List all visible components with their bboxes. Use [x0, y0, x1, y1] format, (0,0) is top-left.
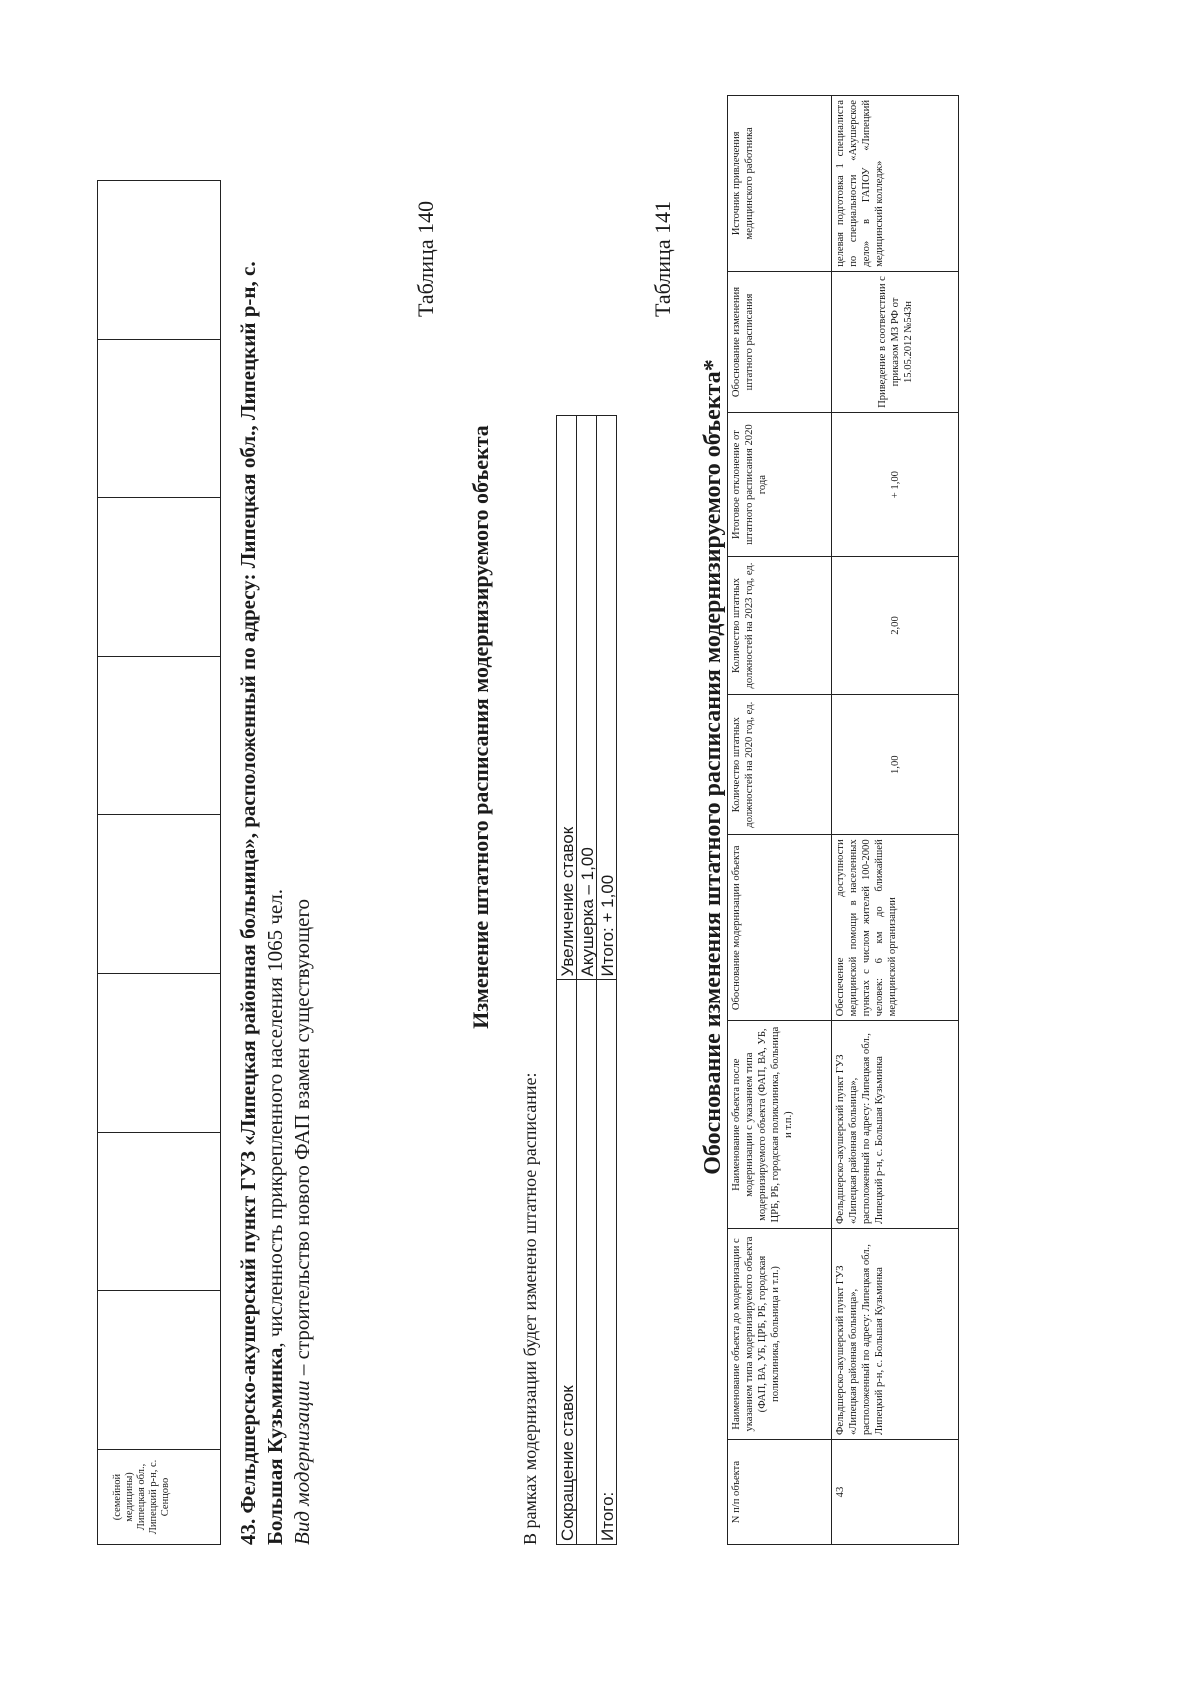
- reduction-item: [577, 980, 597, 1545]
- staffing-change-table: [556, 415, 617, 1545]
- header-before: Наименование объекта до модернизации с указанием типа модернизируемого объекта (ФАП, ВА, УБ, ЦРБ, РБ, городская поликлиника, больница и т.п.): [728, 1228, 832, 1439]
- increase-header: Увеличение ставок: [557, 416, 577, 981]
- modernization-type-label: Вид модернизации: [290, 1380, 314, 1545]
- continuation-cell: [98, 1291, 221, 1450]
- cell-after: Фельдшерско-акушерский пункт ГУЗ «Липецкая районная больница», расположенный по адресу: Липецкая обл., Липецкий р-н, с. Большая Кузьминка: [832, 1021, 959, 1229]
- heading-regular-text: , численность прикрепленного населения 1065 чел.: [263, 889, 287, 1348]
- table-140-intro: В рамках модернизации будет изменено штатное расписание:: [520, 1072, 540, 1545]
- continuation-cell: [98, 656, 221, 815]
- header-source: Источник привлечения медицинского работника: [728, 96, 832, 272]
- cell-reason: Обеспечение доступности медицинской помощи в населенных пунктах с числом жителей 100-2000 человек: 6 км до ближайшей медицинской организации: [832, 835, 959, 1021]
- header-staff-reason: Обоснование изменения штатного расписания: [728, 271, 832, 412]
- cell-before: Фельдшерско-акушерский пункт ГУЗ «Липецкая районная больница», расположенный по адресу: Липецкая обл., Липецкий р-н, с. Большая Кузьминка: [832, 1228, 959, 1439]
- header-deviation: Итоговое отклонение от штатного расписания 2020 года: [728, 413, 832, 557]
- justification-table: [727, 95, 959, 1545]
- header-num: N п/п объекта: [728, 1440, 832, 1545]
- table-141-title: Обоснование изменения штатного расписания модернизируемого объекта*: [700, 359, 726, 1175]
- cell-num: 43: [832, 1440, 959, 1545]
- continuation-cell: [98, 339, 221, 498]
- cell-count-2020: 1,00: [832, 695, 959, 835]
- modernization-type-text: – строительство нового ФАП взамен существующего: [290, 898, 314, 1381]
- continuation-cell: [98, 815, 221, 974]
- header-count-2023: Количество штатных должностей на 2023 год, ед.: [728, 557, 832, 695]
- table-141-label: Таблица 141: [650, 200, 675, 317]
- table-header-row: [728, 96, 832, 1545]
- continuation-cell: [98, 181, 221, 340]
- total-right: Итого: + 1,00: [597, 416, 617, 981]
- heading-number: 43.: [236, 1518, 260, 1545]
- cell-deviation: + 1,00: [832, 413, 959, 557]
- heading-bold-text: Фельдшерско-акушерский пункт ГУЗ «Липецкая районная больница», расположенный по адресу: Липецкая обл., Липецкий р-н, с. Большая Кузьминка: [236, 261, 287, 1545]
- continuation-cell: [98, 498, 221, 657]
- header-reason: Обоснование модернизации объекта: [728, 835, 832, 1021]
- continuation-first-cell: (семейной медицины) Липецкая обл., Липецкий р-н, с. Сенцово: [98, 1450, 221, 1545]
- table-140-title: Изменение штатного расписания модернизируемого объекта: [468, 425, 493, 1029]
- header-count-2020: Количество штатных должностей на 2020 год, ед.: [728, 695, 832, 835]
- cell-staff-reason: Приведение в соответствии с приказом МЗ РФ от 15.05.2012 №543н: [832, 271, 959, 412]
- continuation-cell: [98, 974, 221, 1133]
- total-left: Итого:: [597, 980, 617, 1545]
- table-row: [832, 96, 959, 1545]
- cell-source: целевая подготовка 1 специалиста по специальности «Акушерское дело» в ГАПОУ «Липецкий медицинский колледж»: [832, 96, 959, 272]
- header-after: Наименование объекта после модернизации с указанием типа модернизируемого объекта (ФАП, ВА, УБ, ЦРБ, РБ, городская поликлиника, больница и т.п.): [728, 1021, 832, 1229]
- table-140-label: Таблица 140: [413, 200, 438, 317]
- increase-item: Акушерка – 1,00: [577, 416, 597, 981]
- continuation-table: [97, 180, 221, 1545]
- section-heading: [235, 215, 316, 1545]
- reduction-header: Сокращение ставок: [557, 980, 577, 1545]
- continuation-cell: [98, 1132, 221, 1291]
- cell-count-2023: 2,00: [832, 557, 959, 695]
